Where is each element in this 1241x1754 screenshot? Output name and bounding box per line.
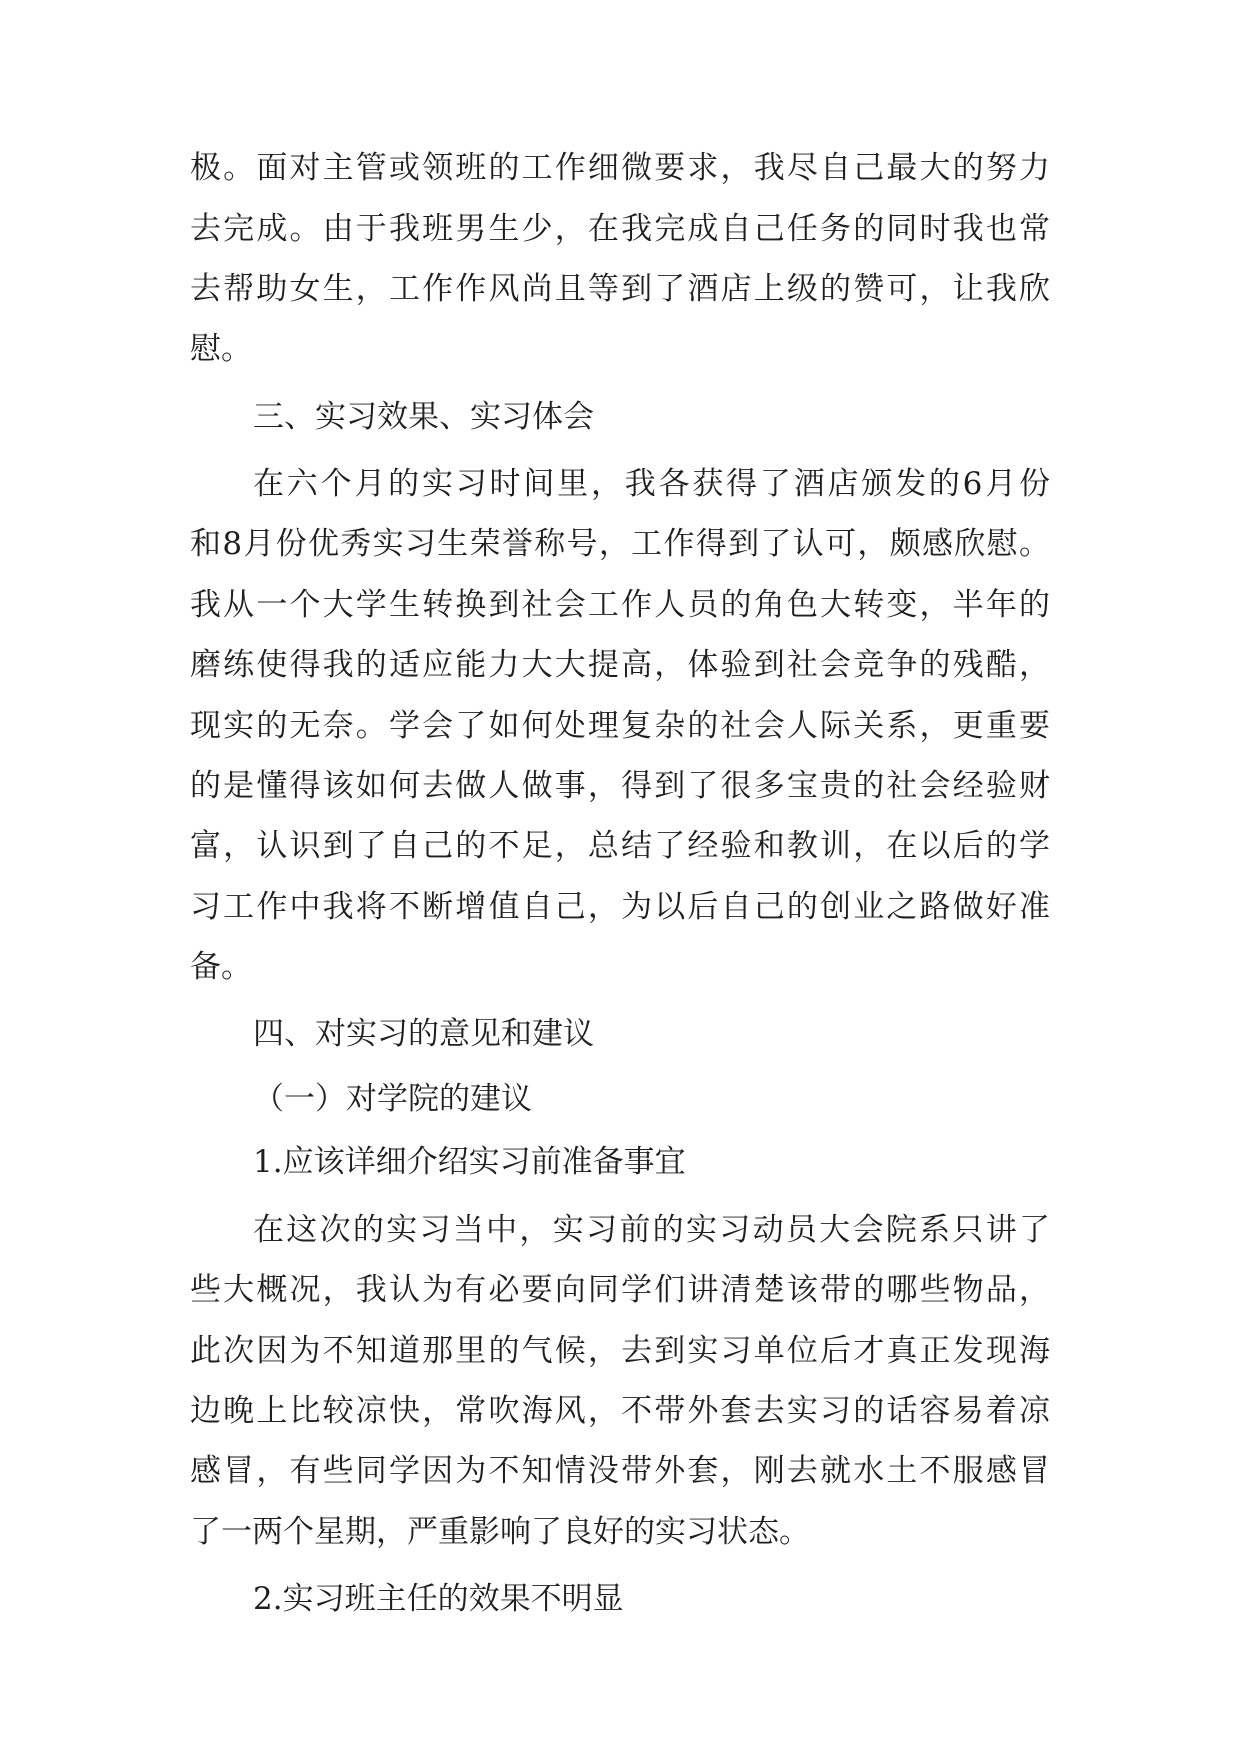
paragraph-line: 去帮助女生，工作作风尚且等到了酒店上级的赞可，让我欣	[190, 271, 1050, 307]
paragraph-line: 我从一个大学生转换到社会工作人员的角色大转变，半年的	[190, 587, 1050, 623]
paragraph-line: 慰。	[190, 331, 252, 367]
paragraph-line: 了一两个星期，严重影响了良好的实习状态。	[190, 1514, 810, 1550]
paragraph-line: 磨练使得我的适应能力大大提高，体验到社会竞争的残酷，	[190, 647, 1050, 683]
paragraph-line: 的是懂得该如何去做人做事，得到了很多宝贵的社会经验财	[190, 768, 1050, 804]
paragraph-line: 在六个月的实习时间里，我各获得了酒店颁发的6月份	[253, 466, 1050, 502]
numbered-heading: 1.应该详细介绍实习前准备事宜	[253, 1144, 686, 1180]
section-heading: 三、实习效果、实习体会	[253, 399, 594, 435]
paragraph-line: 边晚上比较凉快，常吹海风，不带外套去实习的话容易着凉	[190, 1393, 1050, 1429]
subsection-heading: （一）对学院的建议	[253, 1081, 532, 1117]
paragraph-line: 富，认识到了自己的不足，总结了经验和教训，在以后的学	[190, 828, 1050, 864]
paragraph-line: 去完成。由于我班男生少，在我完成自己任务的同时我也常	[190, 211, 1050, 247]
paragraph-line: 些大概况，我认为有必要向同学们讲清楚该带的哪些物品，	[190, 1272, 1050, 1308]
paragraph-line: 习工作中我将不断增值自己，为以后自己的创业之路做好准	[190, 889, 1050, 925]
paragraph-line: 极。面对主管或领班的工作细微要求，我尽自己最大的努力	[190, 150, 1050, 186]
paragraph-line: 在这次的实习当中，实习前的实习动员大会院系只讲了	[253, 1212, 1050, 1248]
section-heading: 四、对实习的意见和建议	[253, 1016, 594, 1052]
numbered-heading: 2.实习班主任的效果不明显	[253, 1581, 624, 1617]
paragraph-line: 和8月份优秀实习生荣誉称号，工作得到了认可，颇感欣慰。	[190, 526, 1050, 562]
paragraph-line: 备。	[190, 949, 252, 985]
paragraph-line: 感冒，有些同学因为不知情没带外套，刚去就水土不服感冒	[190, 1453, 1050, 1489]
paragraph-line: 此次因为不知道那里的气候，去到实习单位后才真正发现海	[190, 1333, 1050, 1369]
paragraph-line: 现实的无奈。学会了如何处理复杂的社会人际关系，更重要	[190, 708, 1050, 744]
